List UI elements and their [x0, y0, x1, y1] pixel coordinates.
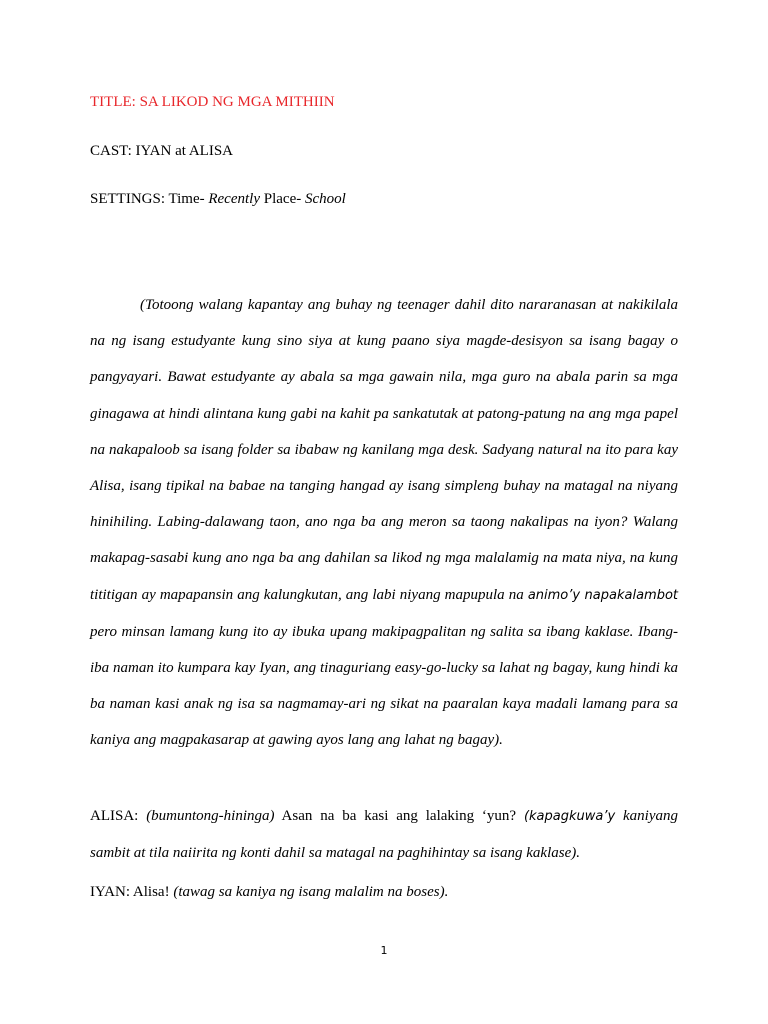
settings-line: [90, 189, 346, 209]
iyan-speech: Alisa!: [132, 884, 174, 900]
alisa-speech: Asan na ba kasi ang lalaking ‘yun?: [274, 808, 524, 824]
settings-prefix: SETTINGS: Time-: [90, 191, 209, 207]
alisa-sans-phrase: (kapagkuwa’y: [523, 809, 616, 824]
script-title: TITLE: SA LIKOD NG MGA MITHIIN: [90, 94, 335, 110]
description-sans-phrase: animo’y napakalambot: [527, 587, 679, 603]
cast-line: CAST: IYAN at ALISA: [90, 143, 234, 159]
alisa-stage-direction: (bumuntong-hininga): [146, 808, 275, 824]
alisa-dialogue: [90, 798, 678, 871]
alisa-speaker-label: ALISA:: [90, 808, 147, 824]
settings-time-value: Recently: [208, 191, 260, 207]
iyan-speaker-label: IYAN:: [90, 884, 133, 900]
settings-place-value: School: [304, 191, 346, 207]
iyan-stage-direction: (tawag sa kaniya ng isang malalim na boses).: [173, 884, 449, 900]
description-text-part1: (Totoong walang kapantay ang buhay ng teenager dahil dito nararanasan at nakikilala na ng isang estudyante kung sino siya at kung paano siya magde-desisyon sa isang bagay o pangyayari. Bawat estudyante ay abala sa mga gawain nila, mga guro na abala parin sa mga ginagawa at hindi alintana kung gabi na kahit pa sankatutak at patong-patung na ang mga papel na nakapaloob sa isang folder sa ibabaw ng kanilang mga desk. Sadyang natural na ito para kay Alisa, isang tipikal na babae na tanging hangad ay isang simpleng buhay na matagal na niyang hinihiling. Labing-dalawang taon, ano nga ba ang meron sa taong nakalipas na iyon? Walang makapag-sasabi kung ano nga ba ang dahilan sa likod ng mga malalamig na mata niya, na kung tititigan ay mapapansin ang kalungkutan, ang labi niyang mapupula na: [90, 297, 678, 603]
alisa-direction-rest: kaniyang sambit at tila naiirita ng konti dahil sa matagal na paghihintay sa isang kaklase).: [90, 808, 679, 861]
page-number: 1: [380, 944, 388, 957]
description-text-part2: pero minsan lamang kung ito ay ibuka upang makipagpalitan ng salita sa ibang kaklase. Ibang-iba naman ito kumpara kay Iyan, ang tinaguriang easy-go-lucky sa lahat ng bagay, kung hindi ka ba naman kasi anak ng isa sa nagmamay-ari ng sikat na paaralan kaya madali lamang para sa kaniya ang magpakasarap at gawing ayos lang ang lahat ng bagay).: [90, 623, 678, 749]
settings-place-label: Place-: [260, 191, 305, 207]
iyan-dialogue: [90, 882, 448, 902]
stage-description-paragraph: [90, 287, 678, 759]
